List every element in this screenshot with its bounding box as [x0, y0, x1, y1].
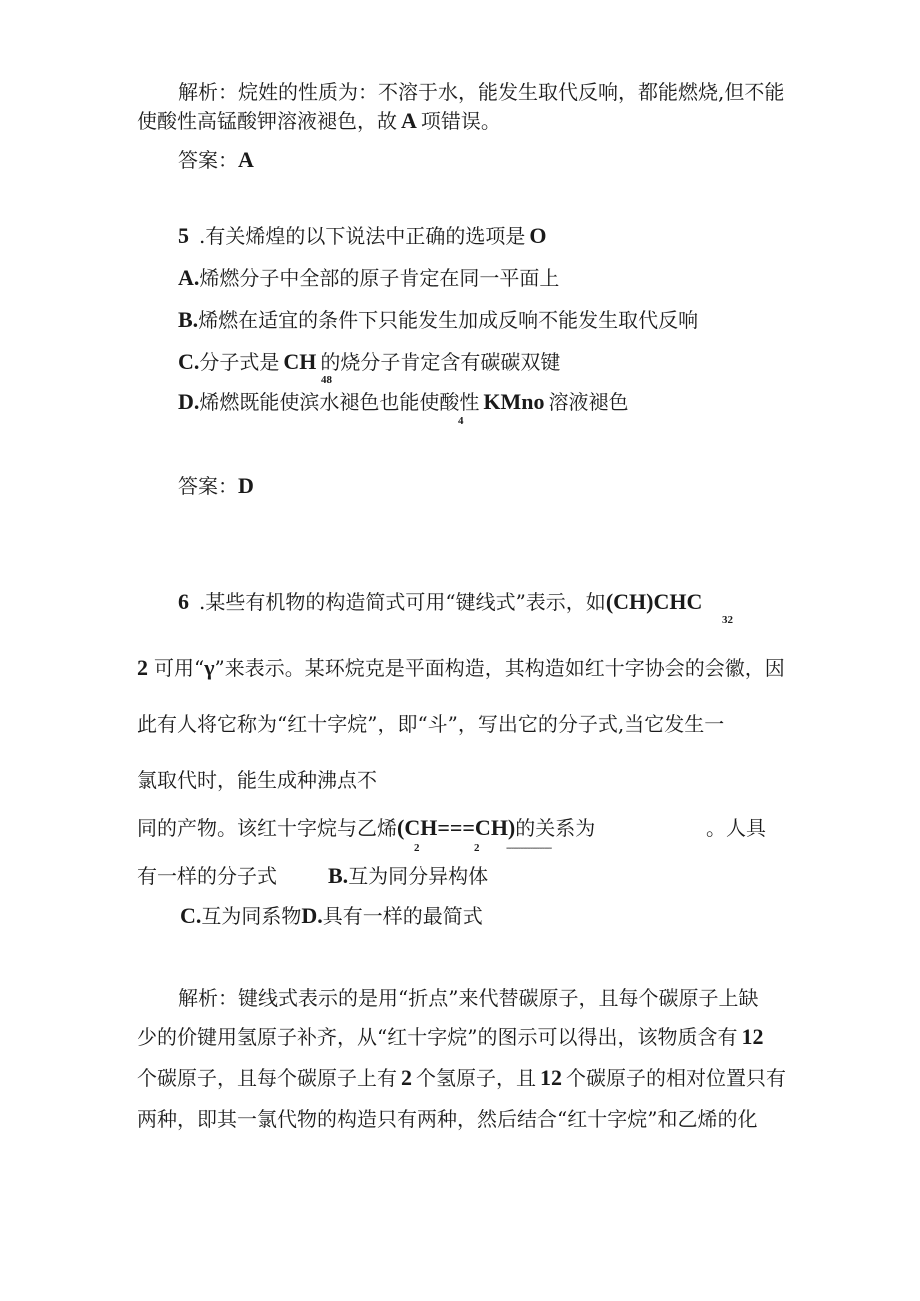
chemical-formula: (CH===CH)	[397, 815, 516, 840]
question-text-line	[137, 768, 377, 792]
option-line	[180, 904, 483, 928]
answer-line	[178, 474, 254, 498]
question-blank: O	[529, 223, 547, 248]
answer-value: D	[238, 473, 254, 498]
question-text: 可用“	[154, 656, 205, 680]
option-text: 烯燃既能使滨水褪色也能使酸性	[199, 390, 480, 414]
formula-subscript: 2	[474, 842, 480, 854]
analysis-line	[137, 1107, 757, 1131]
analysis-line	[178, 80, 784, 104]
option-text: 分子式是	[199, 350, 280, 374]
analysis-text: 少的价键用氢原子补齐，从“红十字烷”的图示可以得出，该物质含有	[137, 1025, 738, 1049]
analysis-line	[137, 1066, 786, 1090]
option-text: 有一样的分子式	[137, 864, 277, 888]
formula-subscript: 48	[321, 374, 332, 386]
formula-subscript: 2	[414, 842, 420, 854]
option-line	[137, 864, 277, 888]
question-text: 的关系为	[515, 816, 596, 840]
number: 12	[741, 1024, 764, 1049]
analysis-text: 个氢原子，且	[416, 1066, 536, 1090]
formula-tail: 2	[137, 655, 148, 680]
question-text: 此有人将它称为“红十字烷”，即“斗”，写出它的分子式,当它发生一	[137, 712, 725, 736]
question-text-line	[137, 656, 785, 680]
analysis-text: 个碳原子，且每个碳原子上有	[137, 1066, 397, 1090]
formula-subscript: 32	[722, 614, 733, 626]
formula-subscript: 4	[458, 415, 464, 427]
question-text-line	[706, 816, 766, 840]
option-d	[178, 390, 629, 414]
option-b	[178, 308, 698, 332]
chemical-formula: (CH)CHC	[605, 589, 703, 614]
answer-label: 答案：	[178, 474, 238, 498]
option-letter: A	[401, 108, 417, 133]
analysis-text: 两种，即其一氯代物的构造只有两种，然后结合“红十字烷”和乙烯的化	[137, 1107, 758, 1131]
question-number: 6	[178, 589, 189, 614]
question-stem	[178, 224, 546, 248]
question-text: 同的产物。该红十字烷与乙烯	[137, 816, 397, 840]
analysis-text: 项错误。	[420, 109, 501, 133]
analysis-line	[137, 1025, 763, 1049]
answer-line	[178, 148, 254, 172]
option-text: 的烧分子肯定含有碳碳双键	[320, 350, 561, 374]
option-label: A.	[178, 265, 200, 290]
question-stem	[178, 590, 702, 614]
option-b	[328, 864, 488, 888]
question-text: ”来表示。某环烷克是平面构造，其构造如红十字协会的会徽，因	[214, 656, 785, 680]
question-text: .某些有机物的构造简式可用“键线式”表示，如	[199, 590, 606, 614]
question-number: 5	[178, 223, 189, 248]
question-text-line	[137, 712, 724, 736]
analysis-text: 解析：烷姓的性质为：不溶于水，能发生取代反响，都能燃烧,但不能	[178, 80, 785, 104]
option-label: C.	[180, 903, 202, 928]
structure-symbol: γ	[204, 655, 215, 680]
option-text: 具有一样的最简式	[322, 904, 483, 928]
option-a	[178, 266, 559, 290]
option-text: 烯燃分子中全部的原子肯定在同一平面上	[199, 266, 560, 290]
question-text-line	[137, 816, 595, 840]
option-text: 互为同系物	[201, 904, 302, 928]
question-text: .有关烯煌的以下说法中正确的选项是	[199, 224, 526, 248]
number: 12	[540, 1065, 562, 1090]
analysis-text: 个碳原子的相对位置只有	[566, 1066, 786, 1090]
option-text: 烯燃在适宜的条件下只能发生加成反响不能发生取代反响	[198, 308, 699, 332]
option-label: B.	[328, 863, 349, 888]
option-label: D.	[178, 389, 200, 414]
analysis-line	[137, 109, 501, 133]
answer-value: A	[238, 147, 254, 172]
option-text: 溶液褪色	[548, 390, 629, 414]
chemical-formula: KMno	[483, 389, 545, 414]
analysis-line	[178, 986, 758, 1010]
option-c	[178, 350, 560, 374]
option-label: B.	[178, 307, 199, 332]
answer-label: 答案：	[178, 148, 238, 172]
analysis-text: 解析：键线式表示的是用“折点”来代替碳原子，且每个碳原子上缺	[178, 986, 759, 1010]
analysis-text: 使酸性高锰酸钾溶液褪色，故	[137, 109, 397, 133]
option-label: C.	[178, 349, 200, 374]
question-text: 。人具	[706, 816, 766, 840]
option-label: D.	[301, 903, 323, 928]
chemical-formula: CH	[283, 349, 317, 374]
answer-blank-line: -------------------	[506, 843, 552, 854]
option-text: 互为同分异构体	[348, 864, 489, 888]
number: 2	[401, 1065, 412, 1090]
question-text: 氯取代时，能生成种沸点不	[137, 768, 377, 792]
